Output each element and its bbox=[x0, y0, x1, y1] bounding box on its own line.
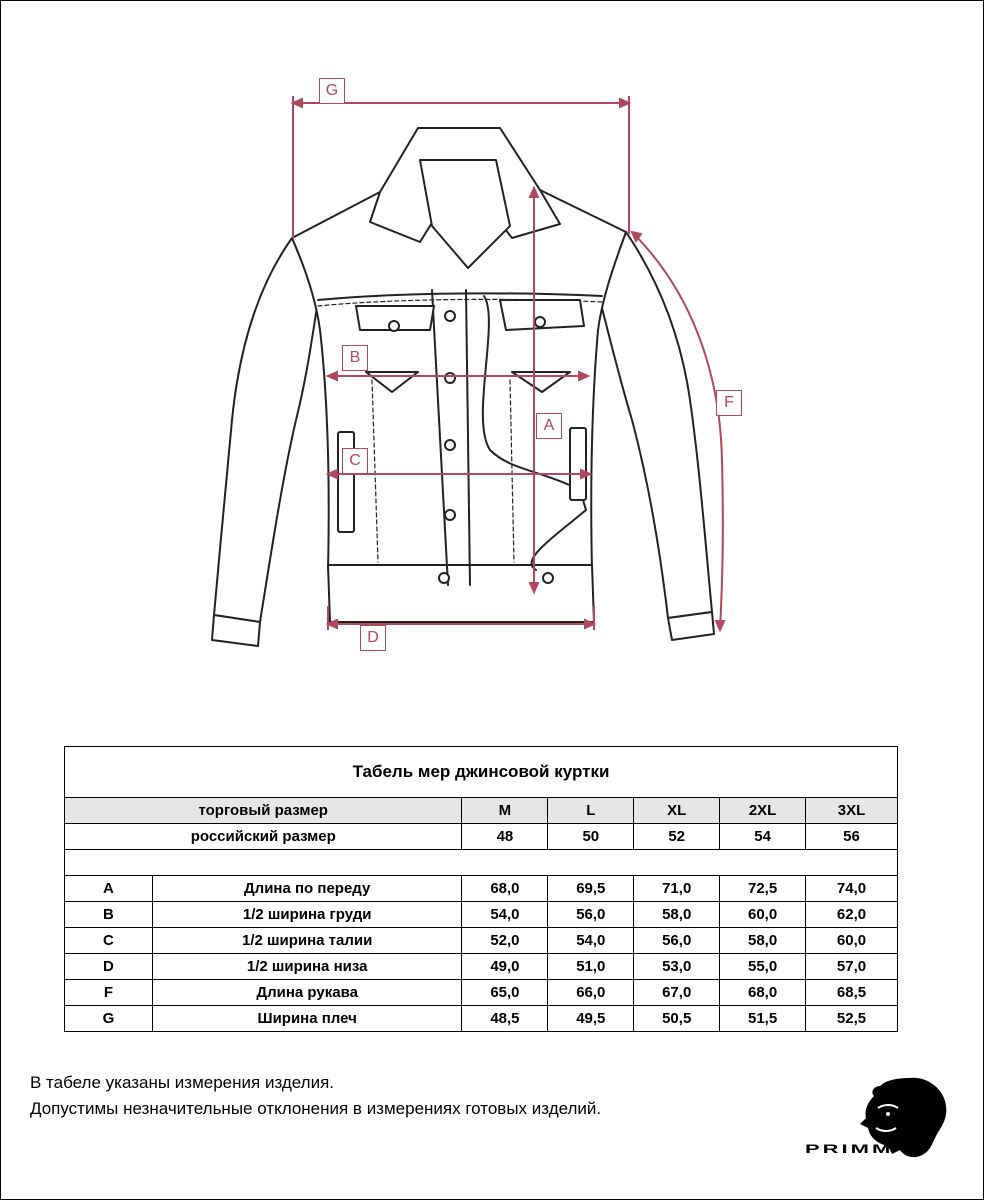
row-name: Длина по переду bbox=[152, 876, 462, 902]
value-cell: 69,5 bbox=[548, 876, 634, 902]
table-row bbox=[65, 980, 898, 1006]
label-d: D bbox=[360, 625, 386, 651]
value-cell: 65,0 bbox=[462, 980, 548, 1006]
row-code: G bbox=[65, 1006, 153, 1032]
size-cell: 52 bbox=[634, 824, 720, 850]
value-cell: 55,0 bbox=[720, 954, 806, 980]
value-cell: 52,5 bbox=[806, 1006, 898, 1032]
label-c: C bbox=[342, 448, 368, 474]
value-cell: 51,5 bbox=[720, 1006, 806, 1032]
label-a: A bbox=[536, 413, 562, 439]
row-code: B bbox=[65, 902, 153, 928]
value-cell: 58,0 bbox=[634, 902, 720, 928]
trade-size-label: торговый размер bbox=[65, 798, 462, 824]
label-g: G bbox=[319, 78, 345, 104]
table-title: Табель мер джинсовой куртки bbox=[65, 747, 898, 798]
note-line-2: Допустимы незначительные отклонения в измерениях готовых изделий. bbox=[30, 1099, 602, 1118]
value-cell: 68,0 bbox=[462, 876, 548, 902]
row-code: C bbox=[65, 928, 153, 954]
size-cell: 56 bbox=[806, 824, 898, 850]
value-cell: 71,0 bbox=[634, 876, 720, 902]
value-cell: 57,0 bbox=[806, 954, 898, 980]
size-cell: 48 bbox=[462, 824, 548, 850]
row-code: F bbox=[65, 980, 153, 1006]
table-row bbox=[65, 954, 898, 980]
row-name: 1/2 ширина талии bbox=[152, 928, 462, 954]
row-name: 1/2 ширина низа bbox=[152, 954, 462, 980]
value-cell: 50,5 bbox=[634, 1006, 720, 1032]
value-cell: 67,0 bbox=[634, 980, 720, 1006]
value-cell: 68,0 bbox=[720, 980, 806, 1006]
size-cell: 54 bbox=[720, 824, 806, 850]
table-row bbox=[65, 876, 898, 902]
value-cell: 51,0 bbox=[548, 954, 634, 980]
right-cuff bbox=[668, 612, 714, 640]
value-cell: 68,5 bbox=[806, 980, 898, 1006]
row-name: 1/2 ширина груди bbox=[152, 902, 462, 928]
label-f: F bbox=[716, 390, 742, 416]
value-cell: 60,0 bbox=[806, 928, 898, 954]
russian-size-label: российский размер bbox=[65, 824, 462, 850]
row-name: Ширина плеч bbox=[152, 1006, 462, 1032]
value-cell: 58,0 bbox=[720, 928, 806, 954]
spacer-cell bbox=[65, 850, 898, 876]
size-table bbox=[64, 746, 898, 1032]
value-cell: 48,5 bbox=[462, 1006, 548, 1032]
size-cell: 50 bbox=[548, 824, 634, 850]
value-cell: 52,0 bbox=[462, 928, 548, 954]
notes bbox=[30, 1070, 601, 1122]
size-cell: L bbox=[548, 798, 634, 824]
spacer-row bbox=[65, 850, 898, 876]
russian-size-row bbox=[65, 824, 898, 850]
note-line-1: В табеле указаны измерения изделия. bbox=[30, 1073, 335, 1092]
value-cell: 74,0 bbox=[806, 876, 898, 902]
size-cell: 2XL bbox=[720, 798, 806, 824]
right-sleeve bbox=[600, 232, 712, 618]
value-cell: 54,0 bbox=[548, 928, 634, 954]
value-cell: 53,0 bbox=[634, 954, 720, 980]
value-cell: 54,0 bbox=[462, 902, 548, 928]
value-cell: 49,5 bbox=[548, 1006, 634, 1032]
row-name: Длина рукава bbox=[152, 980, 462, 1006]
row-code: A bbox=[65, 876, 153, 902]
value-cell: 66,0 bbox=[548, 980, 634, 1006]
hem-band bbox=[328, 565, 594, 622]
value-cell: 62,0 bbox=[806, 902, 898, 928]
size-cell: M bbox=[462, 798, 548, 824]
table-row bbox=[65, 928, 898, 954]
value-cell: 72,5 bbox=[720, 876, 806, 902]
left-sleeve bbox=[214, 238, 318, 622]
size-cell: 3XL bbox=[806, 798, 898, 824]
trade-size-row bbox=[65, 798, 898, 824]
size-cell: XL bbox=[634, 798, 720, 824]
row-code: D bbox=[65, 954, 153, 980]
value-cell: 56,0 bbox=[634, 928, 720, 954]
value-cell: 60,0 bbox=[720, 902, 806, 928]
table-row bbox=[65, 902, 898, 928]
value-cell: 56,0 bbox=[548, 902, 634, 928]
label-b: B bbox=[342, 345, 368, 371]
value-cell: 49,0 bbox=[462, 954, 548, 980]
table-row bbox=[65, 1006, 898, 1032]
brand-logo-text: PRIMM bbox=[805, 1142, 894, 1156]
